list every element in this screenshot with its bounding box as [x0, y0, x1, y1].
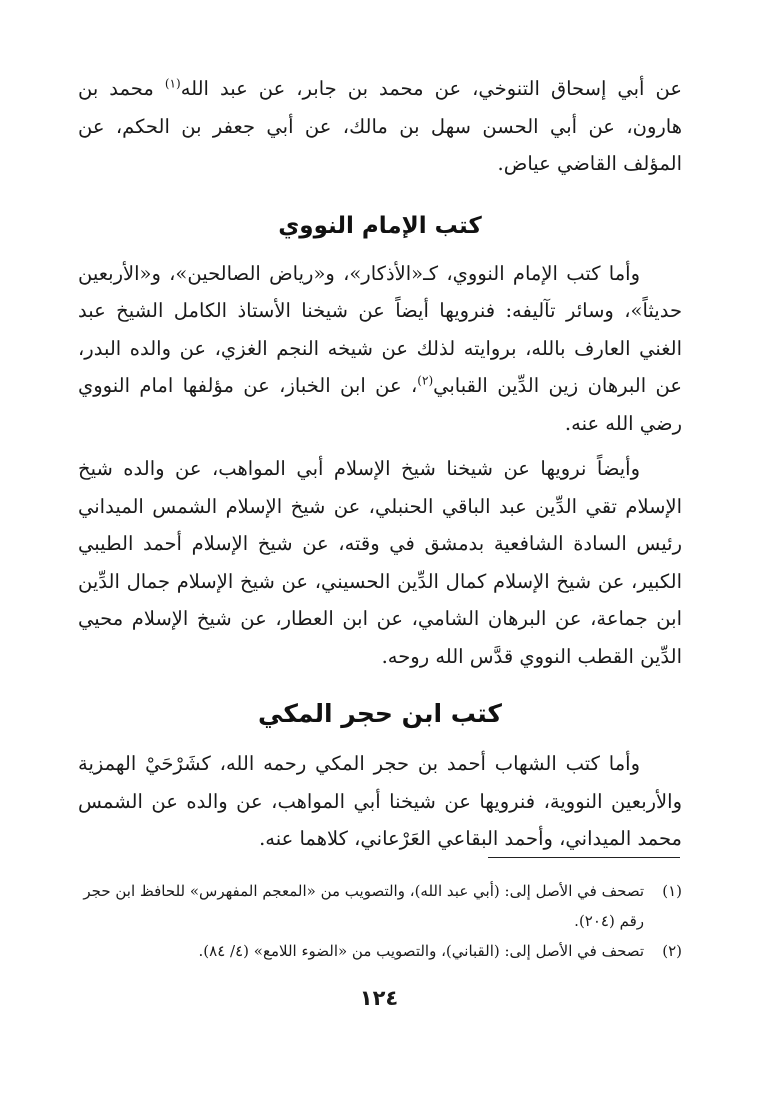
paragraph-ibn-hajar: وأما كتب الشهاب أحمد بن حجر المكي رحمه الله، كشَرْحَيْ الهمزية والأربعين النووية، فنرويها عن شيخنا أبي المواهب، عن والده عن الشمس محمد الميداني، وأحمد البقاعي العَرْعاني، كلاهما عنه.: [78, 752, 682, 850]
paragraph-nawawi-1-text-b: ، عن ابن الخباز، عن مؤلفها امام النووي رضي الله عنه.: [78, 374, 682, 435]
paragraph-nawawi-2: وأيضاً نرويها عن شيخنا شيخ الإسلام أبي المواهب، عن والده شيخ الإسلام تقي الدِّين عبد الباقي الحنبلي، عن شيخ الإسلام الشمس الميداني رئيس السادة الشافعية بدمشق في وقته، عن شيخ الإسلام أحمد الطيبي الكبير، عن شيخ الإسلام كمال الدِّين الحسيني، عن شيخ الإسلام جمال الدِّين ابن جماعة، عن البرهان الشامي، عن ابن العطار، عن شيخ الإسلام محيي الدِّين القطب النووي قدَّس الله روحه.: [78, 457, 682, 668]
paragraph-intro: [78, 70, 682, 183]
footnote-1: [78, 876, 682, 936]
footnote-text: تصحف في الأصل إلى: (أبي عبد الله)، والتصويب من «المعجم المفهرس» للحافظ ابن حجر رقم (٢٠٤).: [83, 882, 644, 930]
footnote-number: (٢): [662, 942, 682, 960]
main-text: [78, 70, 682, 858]
footnote-reference-1[interactable]: (١): [164, 76, 181, 91]
paragraph-nawawi-1: [78, 255, 682, 443]
section-heading-ibn-hajar: كتب ابن حجر المكي: [258, 699, 502, 728]
footnote-reference-2[interactable]: (٢): [417, 373, 434, 388]
paragraph-intro-text-b: محمد بن هارون، عن أبي الحسن سهل بن مالك، عن أبي جعفر بن الحكم، عن المؤلف القاضي عياض.: [78, 77, 682, 175]
paragraph-nawawi-1-text-a: وأما كتب الإمام النووي، كـ«الأذكار»، و«رياض الصالحين»، و«الأربعين حديثاً»، وسائر تآليفه: فنرويها أيضاً عن شيخنا الأستاذ الكامل الشيخ عبد الغني العارف بالله، بروايته لذلك عن شيخه النجم الغزي، عن والده البدر، عن البرهان زين الدِّين القبابي: [78, 261, 682, 397]
section-heading-nawawi: كتب الإمام النووي: [278, 212, 482, 239]
paragraph-intro-text-a: عن أبي إسحاق التنوخي، عن محمد بن جابر، عن عبد الله: [180, 77, 682, 100]
paragraph-gap: [78, 442, 682, 450]
footnote-separator: [488, 857, 680, 858]
footnote-2: [78, 936, 682, 966]
footnotes: [78, 876, 682, 966]
footnote-text: تصحف في الأصل إلى: (القباني)، والتصويب من «الضوء اللامع» (٤/ ٨٤).: [198, 942, 644, 960]
footnote-number: (١): [662, 882, 682, 900]
page-number: ١٢٤: [359, 986, 399, 1010]
